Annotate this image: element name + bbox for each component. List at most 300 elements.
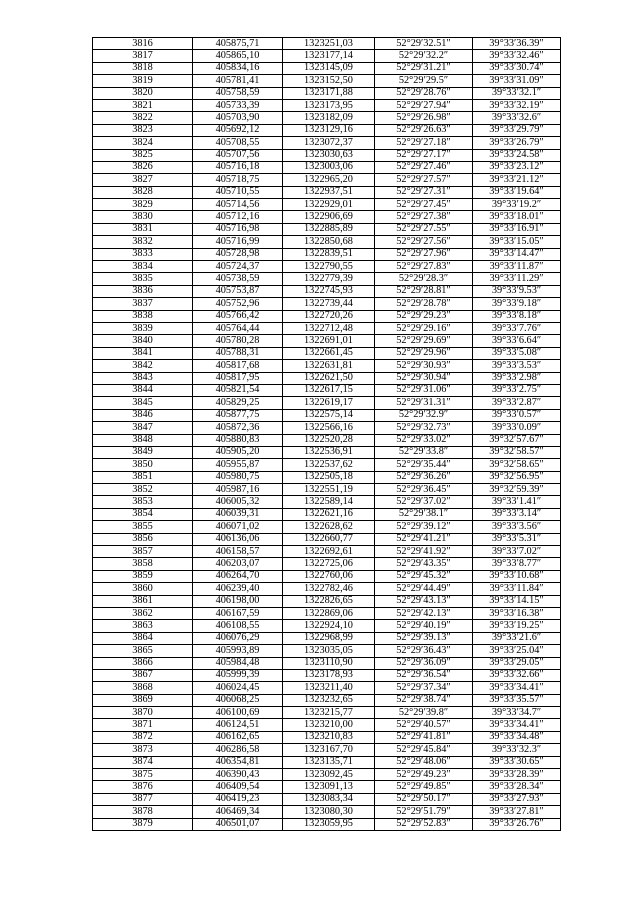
point-number-cell: 3836 bbox=[93, 285, 193, 297]
longitude-cell: 39°33′7.02″ bbox=[473, 546, 561, 558]
latitude-cell: 52°29′40.57″ bbox=[375, 719, 473, 731]
y-coordinate-cell: 1323072,37 bbox=[283, 137, 375, 149]
table-row bbox=[93, 236, 561, 248]
y-coordinate-cell: 1323152,50 bbox=[283, 75, 375, 87]
y-coordinate-cell: 1322725,06 bbox=[283, 558, 375, 570]
x-coordinate-cell: 406239,40 bbox=[193, 583, 283, 595]
longitude-cell: 39°33′16.38″ bbox=[473, 607, 561, 619]
point-number-cell: 3852 bbox=[93, 484, 193, 496]
table-row bbox=[93, 161, 561, 173]
table-row bbox=[93, 546, 561, 558]
x-coordinate-cell: 405692,12 bbox=[193, 124, 283, 136]
point-number-cell: 3835 bbox=[93, 273, 193, 285]
y-coordinate-cell: 1323215,77 bbox=[283, 707, 375, 719]
point-number-cell: 3856 bbox=[93, 533, 193, 545]
point-number-cell: 3865 bbox=[93, 645, 193, 657]
latitude-cell: 52°29′37.02″ bbox=[375, 496, 473, 508]
point-number-cell: 3854 bbox=[93, 508, 193, 520]
y-coordinate-cell: 1323110,90 bbox=[283, 657, 375, 669]
table-row bbox=[93, 632, 561, 644]
x-coordinate-cell: 405714,56 bbox=[193, 199, 283, 211]
x-coordinate-cell: 406354,81 bbox=[193, 756, 283, 768]
y-coordinate-cell: 1322924,10 bbox=[283, 620, 375, 632]
y-coordinate-cell: 1322760,06 bbox=[283, 570, 375, 582]
x-coordinate-cell: 406005,32 bbox=[193, 496, 283, 508]
longitude-cell: 39°33′16.91″ bbox=[473, 223, 561, 235]
point-number-cell: 3841 bbox=[93, 347, 193, 359]
table-row bbox=[93, 756, 561, 768]
latitude-cell: 52°29′27.38″ bbox=[375, 211, 473, 223]
longitude-cell: 39°32′57.67″ bbox=[473, 434, 561, 446]
x-coordinate-cell: 405817,95 bbox=[193, 372, 283, 384]
x-coordinate-cell: 405758,59 bbox=[193, 87, 283, 99]
x-coordinate-cell: 406390,43 bbox=[193, 769, 283, 781]
table-row bbox=[93, 199, 561, 211]
table-row bbox=[93, 707, 561, 719]
longitude-cell: 39°33′3.14″ bbox=[473, 508, 561, 520]
longitude-cell: 39°33′21.6″ bbox=[473, 632, 561, 644]
latitude-cell: 52°29′27.55″ bbox=[375, 223, 473, 235]
x-coordinate-cell: 405753,87 bbox=[193, 285, 283, 297]
y-coordinate-cell: 1323167,70 bbox=[283, 744, 375, 756]
x-coordinate-cell: 406501,07 bbox=[193, 818, 283, 830]
latitude-cell: 52°29′28.3″ bbox=[375, 273, 473, 285]
latitude-cell: 52°29′29.16″ bbox=[375, 322, 473, 334]
latitude-cell: 52°29′36.54″ bbox=[375, 669, 473, 681]
latitude-cell: 52°29′45.32″ bbox=[375, 570, 473, 582]
table-row bbox=[93, 75, 561, 87]
point-number-cell: 3831 bbox=[93, 223, 193, 235]
table-row bbox=[93, 818, 561, 830]
table-row bbox=[93, 682, 561, 694]
longitude-cell: 39°32′59.39″ bbox=[473, 484, 561, 496]
table-row bbox=[93, 174, 561, 186]
y-coordinate-cell: 1323003,06 bbox=[283, 161, 375, 173]
latitude-cell: 52°29′27.17″ bbox=[375, 149, 473, 161]
longitude-cell: 39°33′32.6″ bbox=[473, 112, 561, 124]
table-row bbox=[93, 310, 561, 322]
longitude-cell: 39°33′32.3″ bbox=[473, 744, 561, 756]
latitude-cell: 52°29′29.69″ bbox=[375, 335, 473, 347]
x-coordinate-cell: 405865,10 bbox=[193, 50, 283, 62]
table-row bbox=[93, 261, 561, 273]
point-number-cell: 3873 bbox=[93, 744, 193, 756]
x-coordinate-cell: 405752,96 bbox=[193, 298, 283, 310]
latitude-cell: 52°29′30.94″ bbox=[375, 372, 473, 384]
point-number-cell: 3851 bbox=[93, 471, 193, 483]
y-coordinate-cell: 1323171,88 bbox=[283, 87, 375, 99]
latitude-cell: 52°29′40.19″ bbox=[375, 620, 473, 632]
y-coordinate-cell: 1322929,01 bbox=[283, 199, 375, 211]
latitude-cell: 52°29′42.13″ bbox=[375, 607, 473, 619]
longitude-cell: 39°33′19.64″ bbox=[473, 186, 561, 198]
longitude-cell: 39°33′25.04″ bbox=[473, 645, 561, 657]
latitude-cell: 52°29′41.92″ bbox=[375, 546, 473, 558]
point-number-cell: 3838 bbox=[93, 310, 193, 322]
table-row bbox=[93, 422, 561, 434]
x-coordinate-cell: 405999,39 bbox=[193, 669, 283, 681]
x-coordinate-cell: 406264,70 bbox=[193, 570, 283, 582]
table-row bbox=[93, 620, 561, 632]
x-coordinate-cell: 405716,98 bbox=[193, 223, 283, 235]
table-row bbox=[93, 459, 561, 471]
point-number-cell: 3862 bbox=[93, 607, 193, 619]
y-coordinate-cell: 1322505,18 bbox=[283, 471, 375, 483]
x-coordinate-cell: 405728,98 bbox=[193, 248, 283, 260]
table-row bbox=[93, 409, 561, 421]
table-row bbox=[93, 434, 561, 446]
x-coordinate-cell: 405703,90 bbox=[193, 112, 283, 124]
longitude-cell: 39°33′3.56″ bbox=[473, 521, 561, 533]
table-row bbox=[93, 112, 561, 124]
longitude-cell: 39°33′32.66″ bbox=[473, 669, 561, 681]
y-coordinate-cell: 1323091,13 bbox=[283, 781, 375, 793]
x-coordinate-cell: 405987,16 bbox=[193, 484, 283, 496]
latitude-cell: 52°29′28.78″ bbox=[375, 298, 473, 310]
x-coordinate-cell: 406071,02 bbox=[193, 521, 283, 533]
x-coordinate-cell: 405781,41 bbox=[193, 75, 283, 87]
latitude-cell: 52°29′43.35″ bbox=[375, 558, 473, 570]
longitude-cell: 39°33′27.81″ bbox=[473, 806, 561, 818]
table-row bbox=[93, 657, 561, 669]
y-coordinate-cell: 1322520,28 bbox=[283, 434, 375, 446]
longitude-cell: 39°33′19.2″ bbox=[473, 199, 561, 211]
table-row bbox=[93, 607, 561, 619]
y-coordinate-cell: 1322745,93 bbox=[283, 285, 375, 297]
longitude-cell: 39°33′2.75″ bbox=[473, 384, 561, 396]
longitude-cell: 39°33′18.01″ bbox=[473, 211, 561, 223]
longitude-cell: 39°33′19.25″ bbox=[473, 620, 561, 632]
y-coordinate-cell: 1323083,34 bbox=[283, 793, 375, 805]
point-number-cell: 3855 bbox=[93, 521, 193, 533]
latitude-cell: 52°29′27.46″ bbox=[375, 161, 473, 173]
point-number-cell: 3875 bbox=[93, 769, 193, 781]
coordinates-table bbox=[92, 37, 561, 831]
longitude-cell: 39°33′11.87″ bbox=[473, 261, 561, 273]
point-number-cell: 3869 bbox=[93, 694, 193, 706]
latitude-cell: 52°29′36.45″ bbox=[375, 484, 473, 496]
y-coordinate-cell: 1322628,62 bbox=[283, 521, 375, 533]
x-coordinate-cell: 406158,57 bbox=[193, 546, 283, 558]
latitude-cell: 52°29′49.85″ bbox=[375, 781, 473, 793]
longitude-cell: 39°33′32.19″ bbox=[473, 99, 561, 111]
latitude-cell: 52°29′50.17″ bbox=[375, 793, 473, 805]
latitude-cell: 52°29′36.43″ bbox=[375, 645, 473, 657]
point-number-cell: 3844 bbox=[93, 384, 193, 396]
table-row bbox=[93, 384, 561, 396]
y-coordinate-cell: 1322617,15 bbox=[283, 384, 375, 396]
table-row bbox=[93, 446, 561, 458]
x-coordinate-cell: 405724,37 bbox=[193, 261, 283, 273]
longitude-cell: 39°33′5.08″ bbox=[473, 347, 561, 359]
y-coordinate-cell: 1322850,68 bbox=[283, 236, 375, 248]
longitude-cell: 39°33′30.65″ bbox=[473, 756, 561, 768]
longitude-cell: 39°33′34.41″ bbox=[473, 719, 561, 731]
table-row bbox=[93, 669, 561, 681]
table-row bbox=[93, 533, 561, 545]
longitude-cell: 39°33′23.12″ bbox=[473, 161, 561, 173]
table-row bbox=[93, 124, 561, 136]
latitude-cell: 52°29′48.06″ bbox=[375, 756, 473, 768]
longitude-cell: 39°33′10.68″ bbox=[473, 570, 561, 582]
table-row bbox=[93, 806, 561, 818]
x-coordinate-cell: 406419,23 bbox=[193, 793, 283, 805]
longitude-cell: 39°33′0.09″ bbox=[473, 422, 561, 434]
latitude-cell: 52°29′27.18″ bbox=[375, 137, 473, 149]
point-number-cell: 3826 bbox=[93, 161, 193, 173]
y-coordinate-cell: 1322537,62 bbox=[283, 459, 375, 471]
table-row bbox=[93, 87, 561, 99]
table-row bbox=[93, 372, 561, 384]
latitude-cell: 52°29′31.31″ bbox=[375, 397, 473, 409]
x-coordinate-cell: 405718,75 bbox=[193, 174, 283, 186]
point-number-cell: 3832 bbox=[93, 236, 193, 248]
longitude-cell: 39°33′8.77″ bbox=[473, 558, 561, 570]
table-row bbox=[93, 38, 561, 50]
y-coordinate-cell: 1322621,50 bbox=[283, 372, 375, 384]
latitude-cell: 52°29′32.2″ bbox=[375, 50, 473, 62]
y-coordinate-cell: 1322660,77 bbox=[283, 533, 375, 545]
latitude-cell: 52°29′29.5″ bbox=[375, 75, 473, 87]
latitude-cell: 52°29′39.12″ bbox=[375, 521, 473, 533]
table-row bbox=[93, 583, 561, 595]
y-coordinate-cell: 1322621,16 bbox=[283, 508, 375, 520]
table-row bbox=[93, 137, 561, 149]
table-row bbox=[93, 347, 561, 359]
table-row bbox=[93, 273, 561, 285]
longitude-cell: 39°33′28.39″ bbox=[473, 769, 561, 781]
latitude-cell: 52°29′43.13″ bbox=[375, 595, 473, 607]
x-coordinate-cell: 406136,06 bbox=[193, 533, 283, 545]
latitude-cell: 52°29′41.81″ bbox=[375, 731, 473, 743]
y-coordinate-cell: 1322790,55 bbox=[283, 261, 375, 273]
point-number-cell: 3840 bbox=[93, 335, 193, 347]
latitude-cell: 52°29′28.76″ bbox=[375, 87, 473, 99]
x-coordinate-cell: 406203,07 bbox=[193, 558, 283, 570]
latitude-cell: 52°29′29.96″ bbox=[375, 347, 473, 359]
point-number-cell: 3843 bbox=[93, 372, 193, 384]
point-number-cell: 3833 bbox=[93, 248, 193, 260]
latitude-cell: 52°29′39.13″ bbox=[375, 632, 473, 644]
longitude-cell: 39°33′2.98″ bbox=[473, 372, 561, 384]
x-coordinate-cell: 406039,31 bbox=[193, 508, 283, 520]
y-coordinate-cell: 1322906,69 bbox=[283, 211, 375, 223]
latitude-cell: 52°29′27.31″ bbox=[375, 186, 473, 198]
latitude-cell: 52°29′27.94″ bbox=[375, 99, 473, 111]
point-number-cell: 3853 bbox=[93, 496, 193, 508]
y-coordinate-cell: 1322661,45 bbox=[283, 347, 375, 359]
x-coordinate-cell: 405872,36 bbox=[193, 422, 283, 434]
y-coordinate-cell: 1322631,81 bbox=[283, 360, 375, 372]
point-number-cell: 3824 bbox=[93, 137, 193, 149]
y-coordinate-cell: 1323177,14 bbox=[283, 50, 375, 62]
point-number-cell: 3857 bbox=[93, 546, 193, 558]
table-row bbox=[93, 793, 561, 805]
y-coordinate-cell: 1323178,93 bbox=[283, 669, 375, 681]
table-row bbox=[93, 645, 561, 657]
longitude-cell: 39°33′28.34″ bbox=[473, 781, 561, 793]
point-number-cell: 3859 bbox=[93, 570, 193, 582]
x-coordinate-cell: 405829,25 bbox=[193, 397, 283, 409]
point-number-cell: 3821 bbox=[93, 99, 193, 111]
longitude-cell: 39°33′32.46″ bbox=[473, 50, 561, 62]
point-number-cell: 3858 bbox=[93, 558, 193, 570]
y-coordinate-cell: 1323035,05 bbox=[283, 645, 375, 657]
latitude-cell: 52°29′33.02″ bbox=[375, 434, 473, 446]
longitude-cell: 39°33′31.09″ bbox=[473, 75, 561, 87]
longitude-cell: 39°33′14.15″ bbox=[473, 595, 561, 607]
table-row bbox=[93, 781, 561, 793]
latitude-cell: 52°29′27.56″ bbox=[375, 236, 473, 248]
table-row bbox=[93, 694, 561, 706]
table-row bbox=[93, 211, 561, 223]
longitude-cell: 39°33′9.53″ bbox=[473, 285, 561, 297]
table-row bbox=[93, 285, 561, 297]
x-coordinate-cell: 406469,34 bbox=[193, 806, 283, 818]
point-number-cell: 3830 bbox=[93, 211, 193, 223]
y-coordinate-cell: 1322589,14 bbox=[283, 496, 375, 508]
y-coordinate-cell: 1323211,40 bbox=[283, 682, 375, 694]
latitude-cell: 52°29′29.23″ bbox=[375, 310, 473, 322]
point-number-cell: 3817 bbox=[93, 50, 193, 62]
longitude-cell: 39°33′21.12″ bbox=[473, 174, 561, 186]
y-coordinate-cell: 1323129,16 bbox=[283, 124, 375, 136]
point-number-cell: 3825 bbox=[93, 149, 193, 161]
longitude-cell: 39°33′26.76″ bbox=[473, 818, 561, 830]
table-row bbox=[93, 335, 561, 347]
table-row bbox=[93, 769, 561, 781]
x-coordinate-cell: 405834,16 bbox=[193, 62, 283, 74]
latitude-cell: 52°29′32.73″ bbox=[375, 422, 473, 434]
x-coordinate-cell: 406068,25 bbox=[193, 694, 283, 706]
longitude-cell: 39°33′7.76″ bbox=[473, 322, 561, 334]
latitude-cell: 52°29′51.79″ bbox=[375, 806, 473, 818]
latitude-cell: 52°29′37.34″ bbox=[375, 682, 473, 694]
y-coordinate-cell: 1322965,20 bbox=[283, 174, 375, 186]
y-coordinate-cell: 1323182,09 bbox=[283, 112, 375, 124]
y-coordinate-cell: 1322536,91 bbox=[283, 446, 375, 458]
latitude-cell: 52°29′45.84″ bbox=[375, 744, 473, 756]
y-coordinate-cell: 1322869,06 bbox=[283, 607, 375, 619]
x-coordinate-cell: 406162,65 bbox=[193, 731, 283, 743]
latitude-cell: 52°29′49.23″ bbox=[375, 769, 473, 781]
longitude-cell: 39°33′34.7″ bbox=[473, 707, 561, 719]
x-coordinate-cell: 406286,58 bbox=[193, 744, 283, 756]
table-row bbox=[93, 62, 561, 74]
table-row bbox=[93, 558, 561, 570]
latitude-cell: 52°29′35.44″ bbox=[375, 459, 473, 471]
latitude-cell: 52°29′26.98″ bbox=[375, 112, 473, 124]
table-row bbox=[93, 484, 561, 496]
x-coordinate-cell: 405716,99 bbox=[193, 236, 283, 248]
latitude-cell: 52°29′27.45″ bbox=[375, 199, 473, 211]
x-coordinate-cell: 405716,18 bbox=[193, 161, 283, 173]
longitude-cell: 39°33′5.31″ bbox=[473, 533, 561, 545]
point-number-cell: 3866 bbox=[93, 657, 193, 669]
longitude-cell: 39°33′9.18″ bbox=[473, 298, 561, 310]
longitude-cell: 39°33′11.29″ bbox=[473, 273, 561, 285]
table-row bbox=[93, 397, 561, 409]
table-row bbox=[93, 248, 561, 260]
longitude-cell: 39°33′30.74″ bbox=[473, 62, 561, 74]
point-number-cell: 3828 bbox=[93, 186, 193, 198]
y-coordinate-cell: 1323210,00 bbox=[283, 719, 375, 731]
point-number-cell: 3850 bbox=[93, 459, 193, 471]
latitude-cell: 52°29′28.81″ bbox=[375, 285, 473, 297]
x-coordinate-cell: 406167,59 bbox=[193, 607, 283, 619]
table-row bbox=[93, 570, 561, 582]
x-coordinate-cell: 405708,55 bbox=[193, 137, 283, 149]
latitude-cell: 52°29′27.57″ bbox=[375, 174, 473, 186]
point-number-cell: 3860 bbox=[93, 583, 193, 595]
latitude-cell: 52°29′33.8″ bbox=[375, 446, 473, 458]
longitude-cell: 39°33′0.57″ bbox=[473, 409, 561, 421]
x-coordinate-cell: 405712,16 bbox=[193, 211, 283, 223]
point-number-cell: 3872 bbox=[93, 731, 193, 743]
point-number-cell: 3839 bbox=[93, 322, 193, 334]
x-coordinate-cell: 405788,31 bbox=[193, 347, 283, 359]
x-coordinate-cell: 406108,55 bbox=[193, 620, 283, 632]
table-row bbox=[93, 360, 561, 372]
longitude-cell: 39°33′35.57″ bbox=[473, 694, 561, 706]
table-row bbox=[93, 149, 561, 161]
table-row bbox=[93, 186, 561, 198]
point-number-cell: 3827 bbox=[93, 174, 193, 186]
longitude-cell: 39°33′1.41″ bbox=[473, 496, 561, 508]
latitude-cell: 52°29′32.9″ bbox=[375, 409, 473, 421]
table-row bbox=[93, 223, 561, 235]
x-coordinate-cell: 405707,56 bbox=[193, 149, 283, 161]
latitude-cell: 52°29′38.74″ bbox=[375, 694, 473, 706]
x-coordinate-cell: 405905,20 bbox=[193, 446, 283, 458]
point-number-cell: 3845 bbox=[93, 397, 193, 409]
x-coordinate-cell: 406076,29 bbox=[193, 632, 283, 644]
latitude-cell: 52°29′36.26″ bbox=[375, 471, 473, 483]
y-coordinate-cell: 1323059,95 bbox=[283, 818, 375, 830]
latitude-cell: 52°29′44.49″ bbox=[375, 583, 473, 595]
latitude-cell: 52°29′32.51″ bbox=[375, 38, 473, 50]
longitude-cell: 39°33′8.18″ bbox=[473, 310, 561, 322]
table-row bbox=[93, 496, 561, 508]
x-coordinate-cell: 405984,48 bbox=[193, 657, 283, 669]
y-coordinate-cell: 1323232,65 bbox=[283, 694, 375, 706]
y-coordinate-cell: 1322712,48 bbox=[283, 322, 375, 334]
latitude-cell: 52°29′26.63″ bbox=[375, 124, 473, 136]
longitude-cell: 39°33′34.48″ bbox=[473, 731, 561, 743]
table-row bbox=[93, 50, 561, 62]
table-row bbox=[93, 99, 561, 111]
y-coordinate-cell: 1323092,45 bbox=[283, 769, 375, 781]
y-coordinate-cell: 1322937,51 bbox=[283, 186, 375, 198]
point-number-cell: 3829 bbox=[93, 199, 193, 211]
y-coordinate-cell: 1322782,46 bbox=[283, 583, 375, 595]
x-coordinate-cell: 405980,75 bbox=[193, 471, 283, 483]
x-coordinate-cell: 406198,00 bbox=[193, 595, 283, 607]
table-row bbox=[93, 731, 561, 743]
y-coordinate-cell: 1322691,01 bbox=[283, 335, 375, 347]
y-coordinate-cell: 1322739,44 bbox=[283, 298, 375, 310]
longitude-cell: 39°33′11.84″ bbox=[473, 583, 561, 595]
point-number-cell: 3820 bbox=[93, 87, 193, 99]
point-number-cell: 3864 bbox=[93, 632, 193, 644]
y-coordinate-cell: 1323030,63 bbox=[283, 149, 375, 161]
y-coordinate-cell: 1322692,61 bbox=[283, 546, 375, 558]
coordinates-table-body bbox=[93, 38, 561, 831]
point-number-cell: 3819 bbox=[93, 75, 193, 87]
longitude-cell: 39°32′56.95″ bbox=[473, 471, 561, 483]
x-coordinate-cell: 405710,55 bbox=[193, 186, 283, 198]
y-coordinate-cell: 1322968,99 bbox=[283, 632, 375, 644]
